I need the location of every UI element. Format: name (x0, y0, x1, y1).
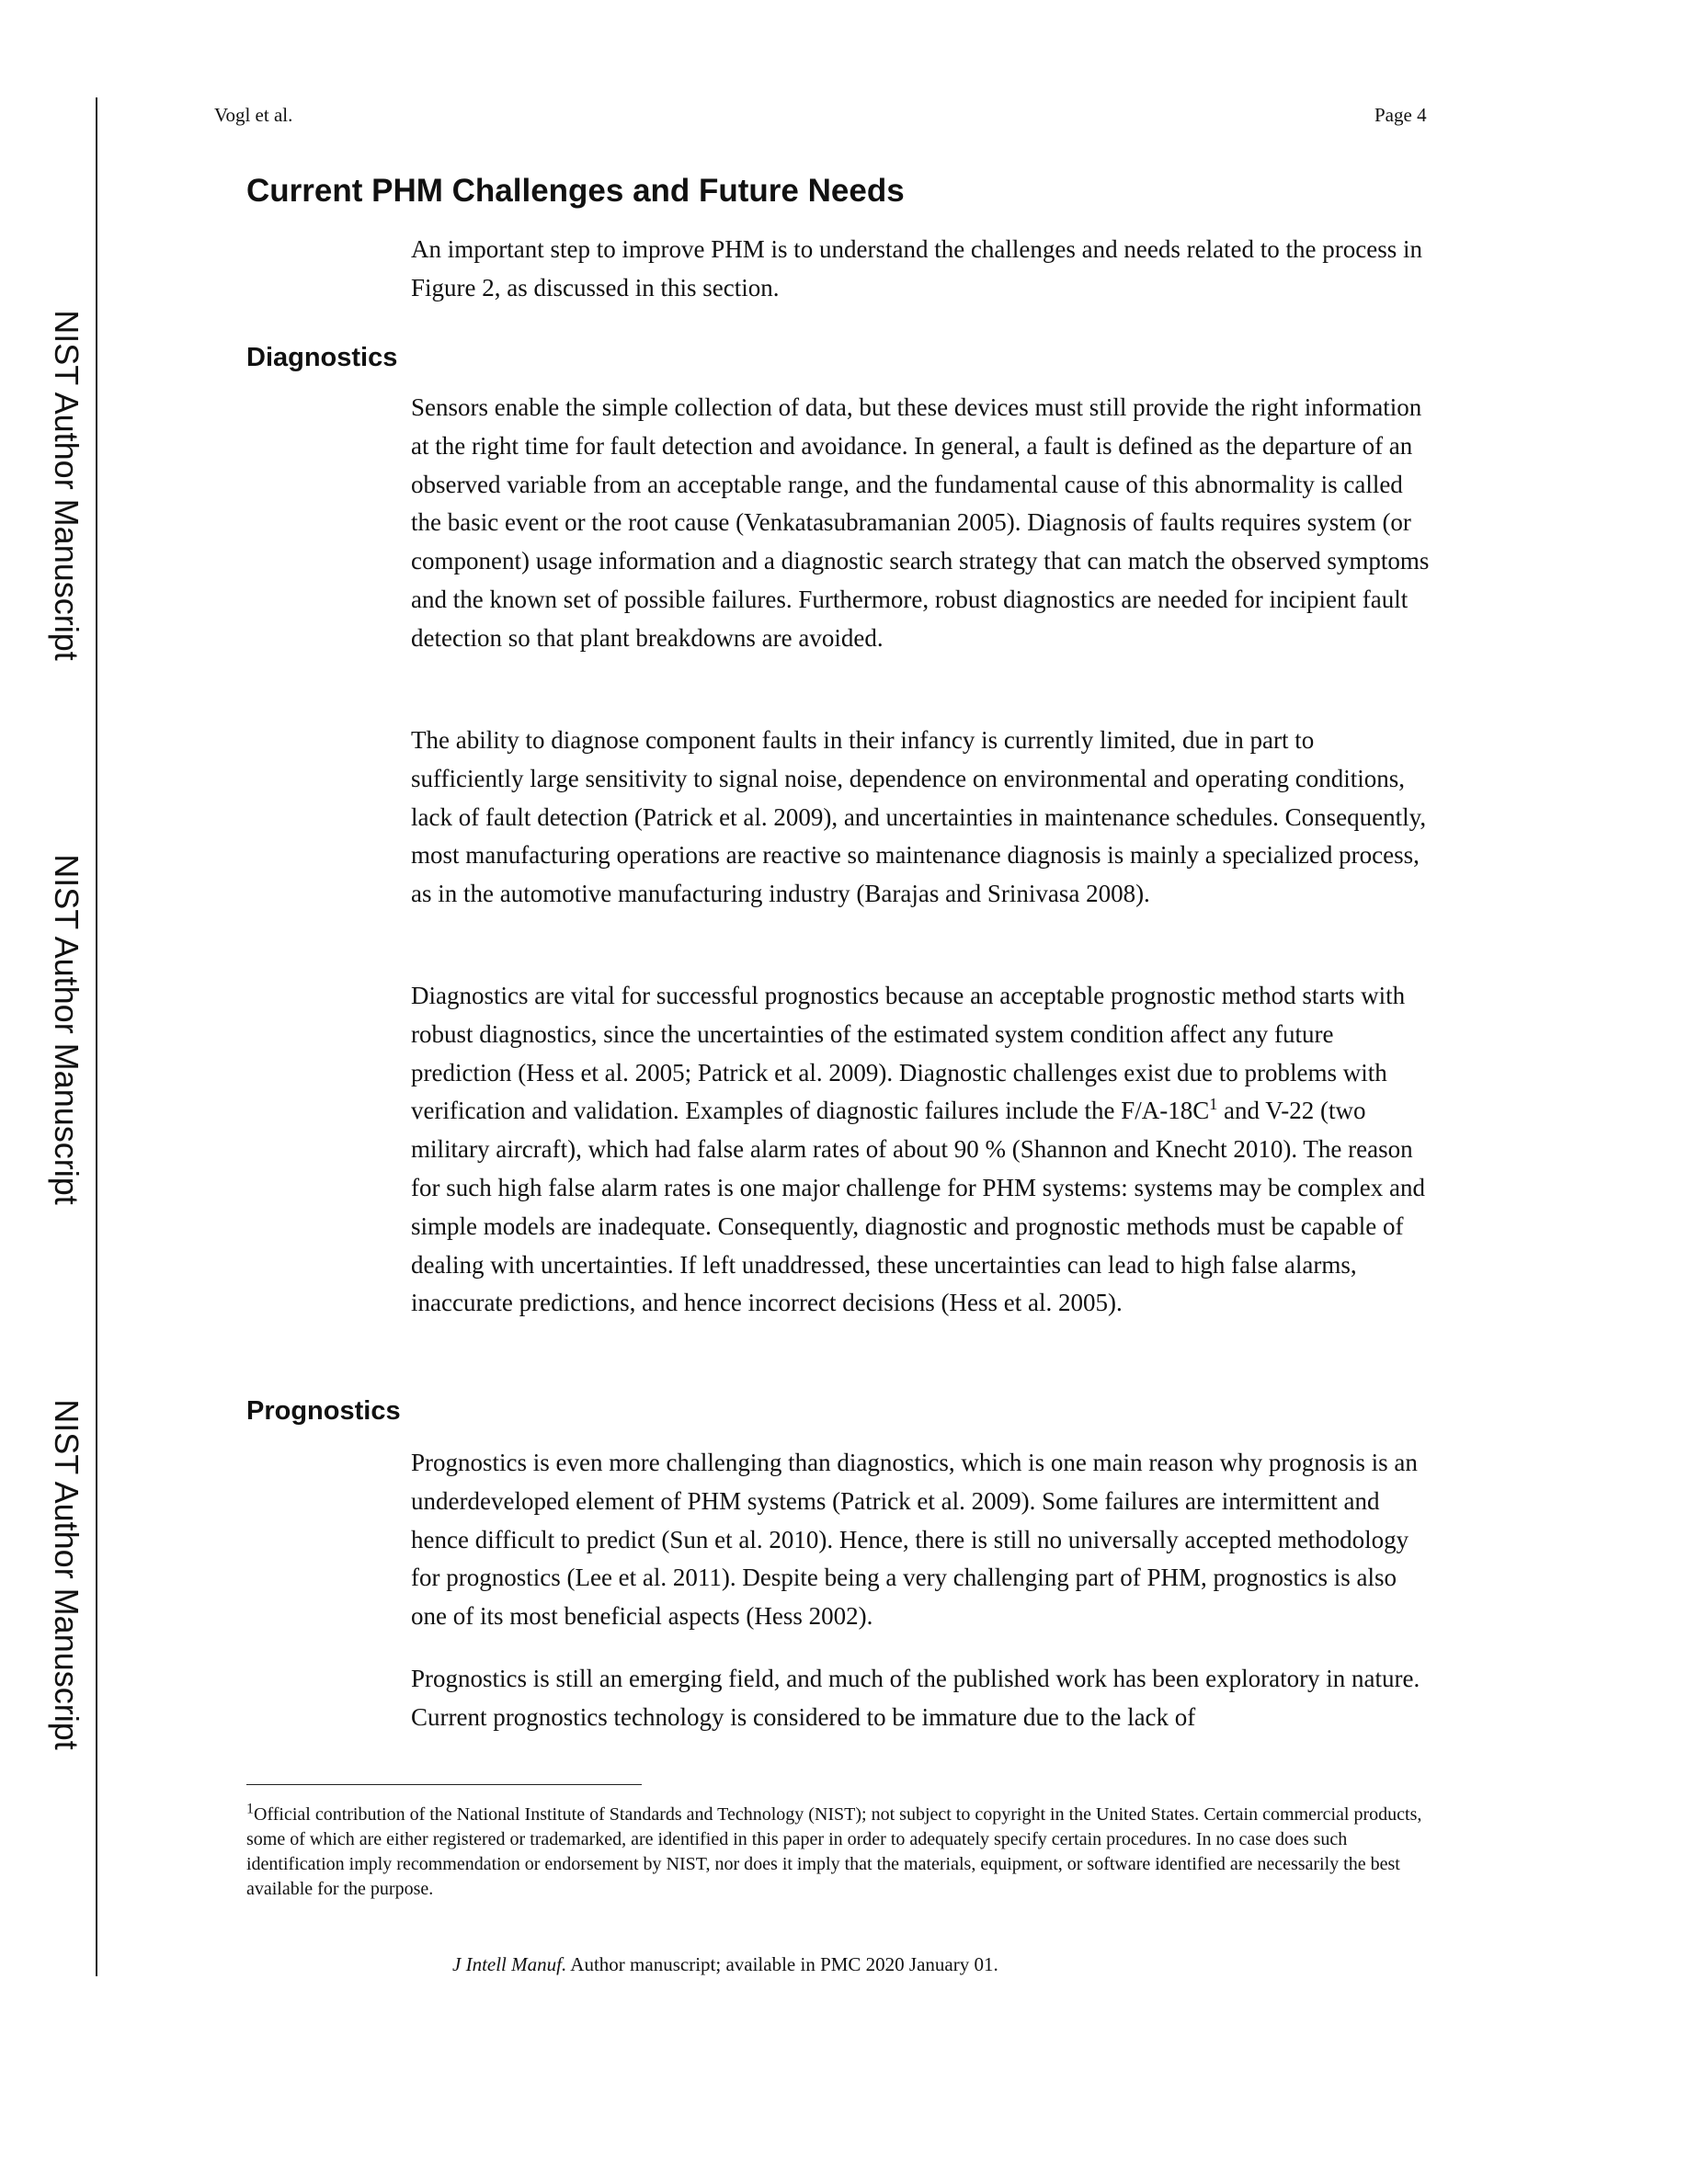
prognostics-paragraph-1: Prognostics is even more challenging than diagnostics, which is one main reason why prognosis is an underdeveloped element of PHM systems (Patrick et al. 2009). Some failures are intermittent and hence difficult to predict (Sun et al. 2010). Hence, there is still no universally accepted methodology for prognostics (Lee et al. 2011). Despite being a very challenging part of PHM, prognostics is also one of its most beneficial aspects (Hess 2002). (411, 1449, 1418, 1631)
diagnostics-paragraph-1: Sensors enable the simple collection of data, but these devices must still provide the right information at the right time for fault detection and avoidance. In general, a fault is defined as the departure of an observed variable from an acceptable range, and the fundamental cause of this abnormality is called the basic event or the root cause (Venkatasubramanian 2005). Diagnosis of faults requires system (or component) usage information and a diagnostic search strategy that can match the observed symptoms and the known set of possible failures. Furthermore, robust diagnostics are needed for incipient fault detection so that plant breakdowns are avoided. (411, 393, 1430, 652)
page-number: Page 4 (1374, 104, 1427, 126)
section-title: Current PHM Challenges and Future Needs (246, 173, 905, 209)
footnote: $^1$Official contribution of the National Institute of Standards and Technology (NIST); not subject to copyright in the United States. Certain commercial products, some of which are either registered or trademarked, are identified in this paper in order to adequately specify certain procedures. In no case does such identification imply recommendation or endorsement by NIST, nor does it imply that the materials, equipment, or software identified are necessarily the best available for the purpose. (246, 1801, 1422, 1899)
footnote-marker: 1 (246, 1801, 254, 1817)
intro-paragraph: An important step to improve PHM is to understand the challenges and needs related to the process in Figure 2, as discussed in this section. (411, 235, 1422, 301)
running-header-author: Vogl et al. (214, 104, 293, 126)
prognostics-heading: Prognostics (246, 1396, 401, 1426)
diagnostics-paragraph-2: The ability to diagnose component faults in their infancy is currently limited, due in part to sufficiently large sensitivity to signal noise, dependence on environmental and operating conditions, lack of fault detection (Patrick et al. 2009), and uncertainties in maintenance schedules. Consequently, most manufacturing operations are reactive so maintenance diagnosis is mainly a specialized process, as in the automotive manufacturing industry (Barajas and Srinivasa 2008). (411, 726, 1427, 908)
diagnostics-heading: Diagnostics (246, 343, 398, 372)
footnote-rule (246, 1784, 642, 1785)
journal-name: J Intell Manuf. (452, 1953, 567, 1975)
page-footer: J Intell Manuf. Author manuscript; available in PMC 2020 January 01. (452, 1953, 998, 1975)
diagnostics-paragraph-3: Diagnostics are vital for successful prognostics because an acceptable prognostic method starts with robust diagnostics, since the uncertainties of the estimated system condition affect any future prediction (Hess et al. 2005; Patrick et al. 2009). Diagnostic challenges exist due to problems with verification and validation. Examples of diagnostic failures include the $F/A-18C^1$ and V-22 (two military aircraft), which had false alarm rates of about 90 % (Shannon and Knecht 2010). The reason for such high false alarm rates is one major challenge for PHM systems: systems may be complex and simple models are inadequate. Consequently, diagnostic and prognostic methods must be capable of dealing with uncertainties. If left unaddressed, these uncertainties can lead to high false alarms, inaccurate predictions, and hence incorrect decisions (Hess et al. 2005). (411, 982, 1425, 1317)
prognostics-paragraph-2: Prognostics is still an emerging field, and much of the published work has been exploratory in nature. Current prognostics technology is considered to be immature due to the lack of (411, 1665, 1420, 1731)
margin-rule (96, 97, 97, 1976)
footnote-ref: 1 (1209, 1095, 1218, 1114)
